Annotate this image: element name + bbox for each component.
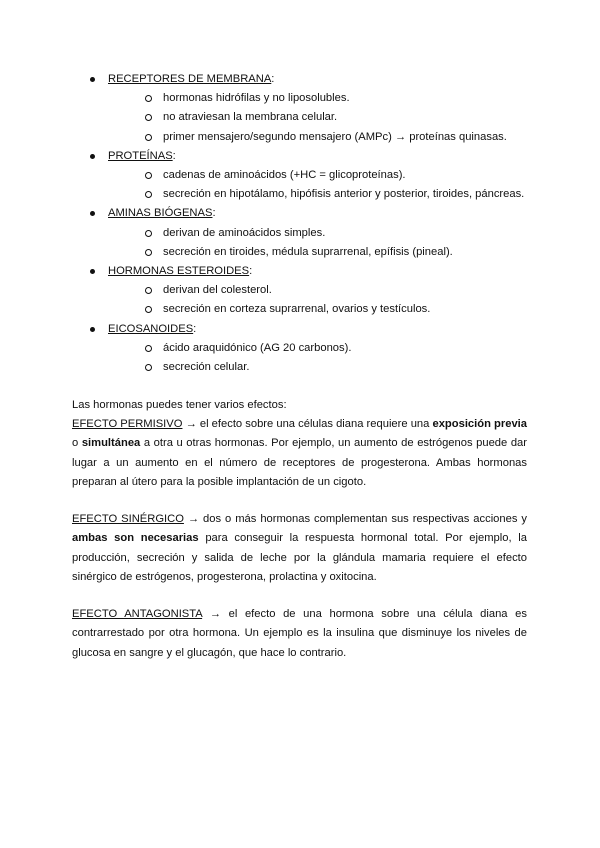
paragraph-text: → el efecto de una hormona sobre una célula diana es contrarrestado por otra hormona. Un ejemplo es la insulina que disminuye los niveles de glucosa en sangre y el glucagón, que hace lo contrario. — [72, 608, 527, 659]
list-item: PROTEÍNAS: cadenas de aminoácidos (+HC = glicoproteínas). secreción en hipotálamo, hipófisis anterior y posterior, tiroides, páncreas. — [90, 147, 550, 205]
paragraph-text: a otra u otras hormonas. Por ejemplo, un aumento de estrógenos puede dar lugar a un aumento en el número de receptores de progesterona. Ambas hormonas preparan al útero para la posible implantación de un cigoto. — [72, 437, 527, 489]
sub-list-item: secreción celular. — [126, 358, 550, 377]
permissive-effect-paragraph — [72, 415, 527, 493]
list-item: AMINAS BIÓGENAS: derivan de aminoácidos simples. secreción en tiroides, médula suprarrenal, epífisis (pineal). — [90, 204, 550, 262]
sub-list — [108, 166, 550, 204]
sub-list-item: secreción en hipotálamo, hipófisis anterior y posterior, tiroides, páncreas. — [126, 185, 550, 204]
sub-list — [108, 339, 550, 377]
effect-term: EFECTO PERMISIVO — [72, 418, 183, 430]
bullet-title: EICOSANOIDES — [108, 322, 194, 335]
sub-list-item: derivan de aminoácidos simples. — [126, 224, 550, 243]
sub-list-item: cadenas de aminoácidos (+HC = glicoproteínas). — [126, 166, 550, 185]
sub-list — [108, 89, 550, 147]
bold-text: simultánea — [81, 437, 141, 450]
effect-term: EFECTO ANTAGONISTA — [72, 608, 203, 620]
bold-text: ambas son necesarias — [72, 532, 199, 545]
sub-list-item: derivan del colesterol. — [126, 281, 550, 300]
sub-list-item: ácido araquidónico (AG 20 carbonos). — [126, 339, 550, 358]
bullet-title: RECEPTORES DE MEMBRANA — [108, 73, 272, 85]
sub-list-item: primer mensajero/segundo mensajero (AMPc) → proteínas quinasas. — [126, 128, 550, 147]
sub-list — [108, 224, 550, 262]
bullet-title: HORMONAS ESTEROIDES — [108, 265, 250, 278]
bullet-title: AMINAS BIÓGENAS — [108, 207, 213, 220]
paragraph-text: → el efecto sobre una células diana requiere una — [182, 418, 433, 430]
synergic-effect-paragraph — [72, 510, 527, 588]
sub-list — [108, 281, 550, 319]
list-item: RECEPTORES DE MEMBRANA: hormonas hidrófilas y no liposolubles. no atraviesan la membrana celular. primer mensajero/segundo mensajero (AMPc) → proteínas quinasas. — [90, 70, 550, 147]
bullet-title: PROTEÍNAS — [108, 149, 173, 162]
effect-term: EFECTO SINÉRGICO — [72, 513, 184, 525]
paragraph-text: o — [72, 437, 82, 450]
sub-list-item: secreción en tiroides, médula suprarrenal, epífisis (pineal). — [126, 243, 550, 262]
intro-paragraph: Las hormonas puedes tener varios efectos: — [72, 399, 287, 411]
paragraph-text: para conseguir la respuesta hormonal total. Por ejemplo, la producción, secreción y salida de leche por la glándula mamaria requiere el efecto sinérgico de estrógenos, progesterona, prolactina y oxitocina. — [72, 532, 528, 584]
sub-list-item: hormonas hidrófilas y no liposolubles. — [126, 89, 550, 108]
antagonist-effect-paragraph — [72, 605, 527, 663]
sub-list-item: no atraviesan la membrana celular. — [126, 108, 550, 127]
list-item: EICOSANOIDES: ácido araquidónico (AG 20 carbonos). secreción celular. — [90, 320, 550, 378]
list-item: HORMONAS ESTEROIDES: derivan del colesterol. secreción en corteza suprarrenal, ovarios y testículos. — [90, 262, 550, 320]
paragraph-text: → dos o más hormonas complementan sus respectivas acciones y — [183, 513, 527, 525]
bold-text: exposición previa — [432, 418, 527, 430]
hormone-types-list — [90, 70, 550, 377]
sub-list-item: secreción en corteza suprarrenal, ovarios y testículos. — [126, 300, 550, 319]
